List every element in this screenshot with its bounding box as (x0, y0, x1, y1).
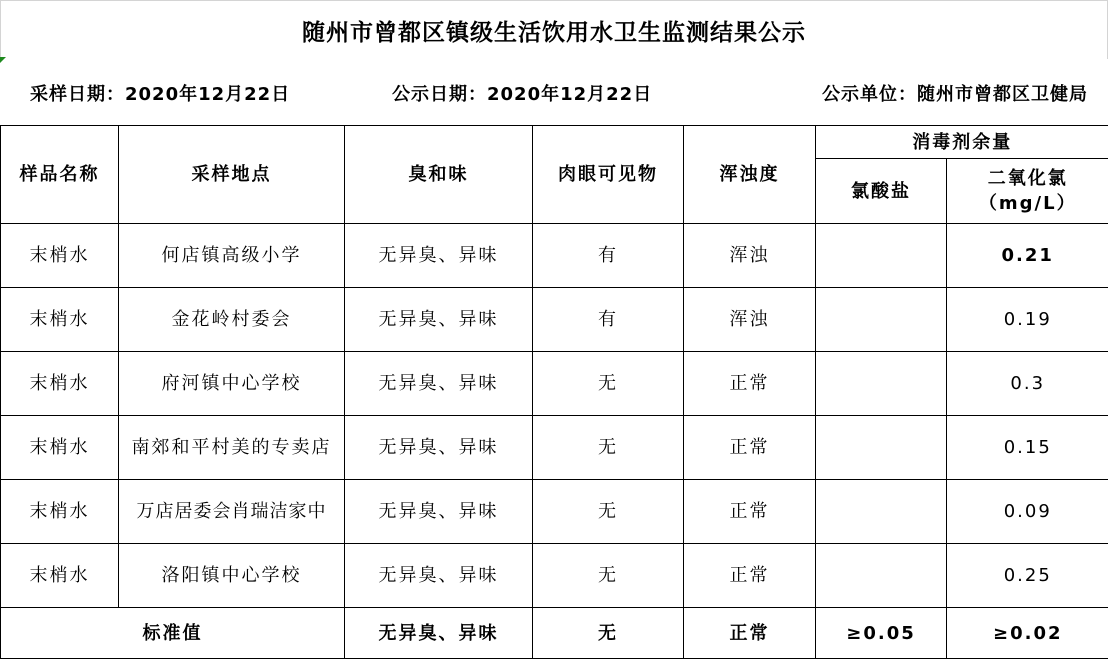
cell-chlorine-dioxide[interactable]: 0.21 (947, 224, 1108, 288)
cell-odor[interactable]: 无异臭、异味 (345, 288, 533, 352)
cell-visible[interactable]: 无 (533, 416, 684, 480)
cell-chlorine-dioxide[interactable]: 0.3 (947, 352, 1108, 416)
cell-sample[interactable]: 末梢水 (1, 480, 119, 544)
cell-visible[interactable]: 有 (533, 224, 684, 288)
cell-turbidity[interactable]: 正常 (684, 544, 816, 608)
page-title[interactable]: 随州市曾都区镇级生活饮用水卫生监测结果公示 (0, 0, 1108, 59)
cell-chlorine-dioxide[interactable]: 0.25 (947, 544, 1108, 608)
header-turbidity[interactable]: 浑浊度 (684, 126, 816, 224)
cell-turbidity[interactable]: 浑浊 (684, 224, 816, 288)
cell-location[interactable]: 金花岭村委会 (119, 288, 345, 352)
cell-visible[interactable]: 无 (533, 480, 684, 544)
standard-label[interactable]: 标准值 (1, 608, 345, 659)
table-row (1, 544, 1108, 608)
cell-chlorate[interactable] (816, 224, 947, 288)
header-odor[interactable]: 臭和味 (345, 126, 533, 224)
table-row (1, 480, 1108, 544)
cell-sample[interactable]: 末梢水 (1, 224, 119, 288)
cell-chlorine-dioxide[interactable]: 0.15 (947, 416, 1108, 480)
cell-chlorate[interactable] (816, 288, 947, 352)
cell-visible[interactable]: 有 (533, 288, 684, 352)
header-chlorate[interactable]: 氯酸盐 (816, 159, 947, 224)
results-table (0, 125, 1108, 659)
cell-location[interactable]: 何店镇高级小学 (119, 224, 345, 288)
cell-sample[interactable]: 末梢水 (1, 544, 119, 608)
standard-turbidity[interactable]: 正常 (684, 608, 816, 659)
cell-odor[interactable]: 无异臭、异味 (345, 224, 533, 288)
header-location[interactable]: 采样地点 (119, 126, 345, 224)
cell-sample[interactable]: 末梢水 (1, 416, 119, 480)
header-disinfectant[interactable]: 消毒剂余量 (816, 126, 1108, 159)
cell-chlorine-dioxide[interactable]: 0.19 (947, 288, 1108, 352)
table-row (1, 224, 1108, 288)
cell-chlorate[interactable] (816, 352, 947, 416)
cell-turbidity[interactable]: 正常 (684, 480, 816, 544)
header-visible-matter[interactable]: 肉眼可见物 (533, 126, 684, 224)
cell-chlorate[interactable] (816, 544, 947, 608)
cell-location[interactable]: 洛阳镇中心学校 (119, 544, 345, 608)
header-sample-name[interactable]: 样品名称 (1, 126, 119, 224)
cell-location[interactable]: 万店居委会肖瑞洁家中 (119, 480, 345, 544)
cell-turbidity[interactable]: 浑浊 (684, 288, 816, 352)
table-row (1, 416, 1108, 480)
cell-turbidity[interactable]: 正常 (684, 352, 816, 416)
cell-sample[interactable]: 末梢水 (1, 352, 119, 416)
publish-date[interactable]: 公示日期：2020年12月22日 (392, 84, 653, 105)
cell-chlorate[interactable] (816, 480, 947, 544)
cell-odor[interactable]: 无异臭、异味 (345, 544, 533, 608)
sampling-date[interactable]: 采样日期：2020年12月22日 (30, 84, 291, 105)
cell-odor[interactable]: 无异臭、异味 (345, 480, 533, 544)
cell-location[interactable]: 府河镇中心学校 (119, 352, 345, 416)
table-row (1, 352, 1108, 416)
cell-chlorate[interactable] (816, 416, 947, 480)
cell-visible[interactable]: 无 (533, 544, 684, 608)
cell-visible[interactable]: 无 (533, 352, 684, 416)
publisher[interactable]: 公示单位：随州市曾都区卫健局 (822, 84, 1088, 105)
cell-turbidity[interactable]: 正常 (684, 416, 816, 480)
standard-chlorine-dioxide[interactable]: ≥0.02 (947, 608, 1108, 659)
standard-row (1, 608, 1108, 659)
table-row (1, 288, 1108, 352)
cell-sample[interactable]: 末梢水 (1, 288, 119, 352)
info-row (0, 58, 1108, 126)
cell-odor[interactable]: 无异臭、异味 (345, 352, 533, 416)
standard-chlorate[interactable]: ≥0.05 (816, 608, 947, 659)
cell-location[interactable]: 南郊和平村美的专卖店 (119, 416, 345, 480)
standard-odor[interactable]: 无异臭、异味 (345, 608, 533, 659)
cell-chlorine-dioxide[interactable]: 0.09 (947, 480, 1108, 544)
standard-visible[interactable]: 无 (533, 608, 684, 659)
header-chlorine-dioxide[interactable]: 二氧化氯 （mg/L） (947, 159, 1108, 224)
cell-odor[interactable]: 无异臭、异味 (345, 416, 533, 480)
